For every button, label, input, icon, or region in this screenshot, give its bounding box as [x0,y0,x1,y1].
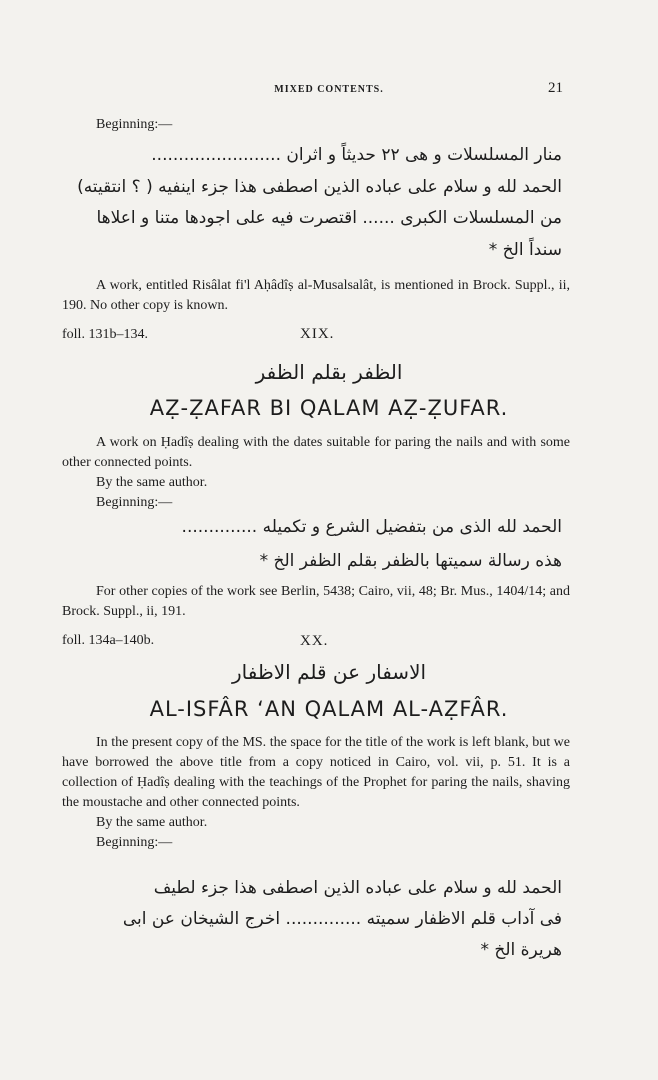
beginning-label: Beginning:— [96,495,173,510]
section-title: AẒ-ẒAFAR BI QALAM AẒ-ẒUFAR. [149,396,509,420]
beginning-label: Beginning:— [96,117,173,132]
arabic-title: الظفر بقلم الظفر [255,360,403,384]
beginning-label: Beginning:— [96,835,173,850]
arabic-line: من المسلسلات الکبری ...... اقتصرت فیه علی اجودها متنا و اعلاها [96,208,562,228]
page-number: 21 [548,80,563,96]
description-paragraph: For other copies of the work see Berlin, 5438; Cairo, vii, 48; Br. Mus., 1404/14; and Brock. Suppl., ii, 191. [62,584,570,619]
arabic-line: الحمد لله و سلام علی عباده الذین اصطفی هذا جزء اینفیه ( ؟ انتقیته) [77,177,562,197]
folio-reference: foll. 134a–140b. [62,633,155,648]
arabic-line: الحمد لله الذی من بتفضیل الشرع و تکمیله .............. [181,517,562,537]
folio-reference: foll. 131b–134. [62,327,148,342]
arabic-line: سنداً الخ * [488,240,562,260]
author-line: By the same author. [96,815,208,830]
arabic-line: فی آداب قلم الاظفار سمیته .............. اخرج الشیخان عن ابی [122,909,562,929]
section-numeral: XX. [300,633,329,649]
description-paragraph: A work, entitled Risâlat fi'l Aḥâdîṣ al-Musalsalât, is mentioned in Brock. Suppl., ii, 190. No other copy is known. [62,278,570,313]
arabic-line: منار المسلسلات و هی ۲۲ حدیثاً و اثران ........................ [151,145,562,165]
arabic-line: هذه رسالة سمیتها بالظفر بقلم الظفر الخ * [259,551,562,571]
arabic-line: الحمد لله و سلام علی عباده الذین اصطفی هذا جزء لطیف [153,878,562,898]
arabic-title: الاسفار عن قلم الاظفار [231,660,427,684]
section-numeral: XIX. [300,326,335,342]
author-line: By the same author. [96,475,208,490]
description-paragraph: In the present copy of the MS. the space for the title of the work is left blank, but we have borrowed the above title from a copy noticed in Cairo, vol. vii, p. 51. It is a collection of Ḥadîṣ dealing with the teachings of the Prophet for paring the nails, shaving the moustache and other connected points. By the same author. Beginning:— [62,733,570,853]
section-title: AL-ISFÂR ‘AN QALAM AL-AẒFÂR. [149,697,509,721]
running-head: MIXED CONTENTS. [274,84,384,95]
description-paragraph: A work on Ḥadîṣ dealing with the dates suitable for paring the nails and with some other connected points. By the same author. Beginning:— [62,433,570,513]
arabic-line: هریرة الخ * [480,940,562,960]
